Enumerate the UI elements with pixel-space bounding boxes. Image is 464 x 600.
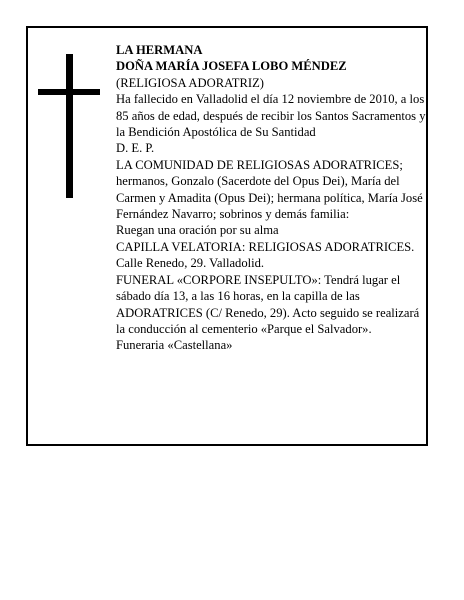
prayer-request: Ruegan una oración por su alma	[116, 223, 279, 238]
cross-icon	[38, 54, 100, 198]
funeral-home: Funeraria «Castellana»	[116, 338, 233, 353]
obituary-text	[116, 42, 428, 354]
chapel-info: CAPILLA VELATORIA: RELIGIOSAS ADORATRICES. Calle Renedo, 29. Valladolid.	[116, 239, 415, 271]
death-announcement: Ha fallecido en Valladolid el día 12 noviembre de 2010, a los 85 años de edad, después de recibir los Santos Sacramentos y la Bendición Apostólica de Su Santidad	[116, 92, 426, 140]
funeral-info	[116, 272, 428, 338]
obituary-notice	[26, 26, 428, 446]
deceased-role: (RELIGIOSA ADORATRIZ)	[116, 75, 264, 90]
notice-title: LA HERMANA	[116, 43, 203, 57]
deceased-name: DOÑA MARÍA JOSEFA LOBO MÉNDEZ	[116, 59, 347, 74]
funeral-details: Tendrá lugar el sábado día 13, a las 16 horas, en la capilla de las ADORATRICES (C/ Renedo, 29). Acto seguido se realizará la conducción al cementerio «Parque el Salvador».	[116, 272, 420, 336]
funeral-label: FUNERAL «CORPORE INSEPULTO»:	[116, 272, 322, 287]
family-list: LA COMUNIDAD DE RELIGIOSAS ADORATRICES; hermanos, Gonzalo (Sacerdote del Opus Dei), María del Carmen y Amadita (Opus Dei); hermana política, María José Fernández Navarro; sobrinos y demás familia:	[116, 157, 423, 222]
rip-text: D. E. P.	[116, 141, 155, 156]
